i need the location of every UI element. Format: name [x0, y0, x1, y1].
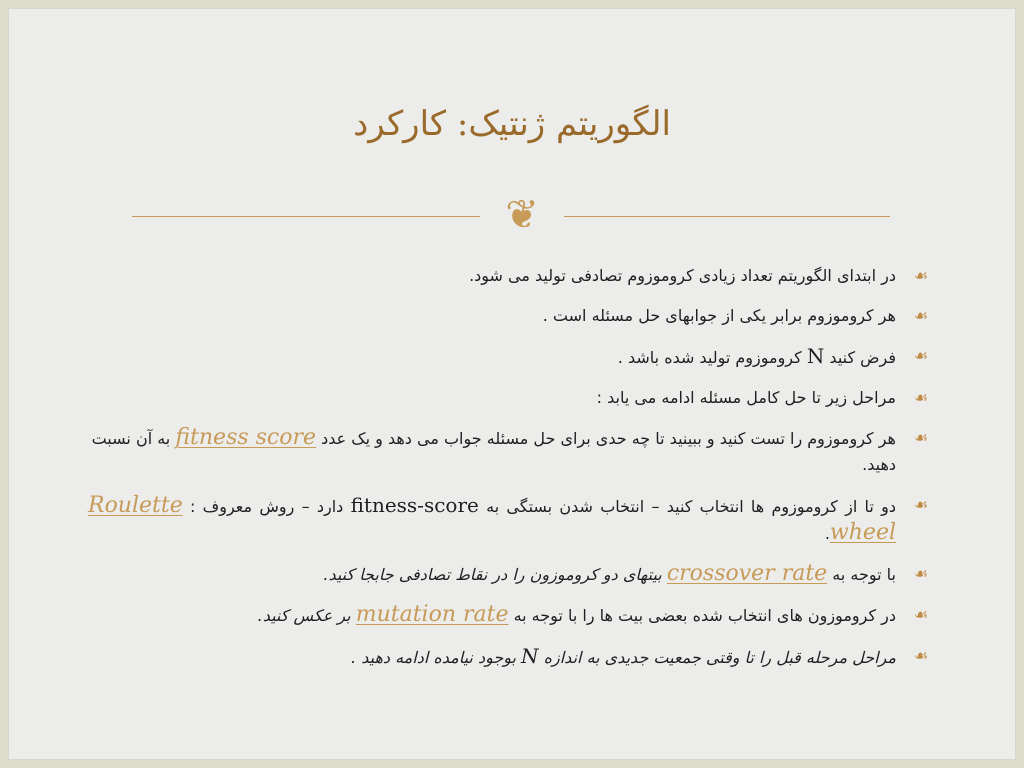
bullet-icon: ☙ — [913, 306, 929, 325]
bullet-text: کروموزوم تولید شده باشد . — [617, 348, 802, 367]
bullet-text: دارد – روش معروف : — [190, 497, 344, 516]
bullet-text: مراحل مرحله قبل را تا وقتی جمعیت جدیدی به اندازه — [543, 648, 896, 667]
list-item — [88, 561, 934, 588]
slide — [8, 8, 1016, 760]
bullet-text: هر کروموزوم را تست کنید و ببینید تا چه حدی برای حل مسئله جواب می دهد و یک عدد — [321, 429, 896, 448]
bullet-text: مراحل زیر تا حل کامل مسئله ادامه می یابد : — [596, 388, 896, 407]
title-divider-right — [564, 216, 890, 217]
list-item — [88, 303, 934, 329]
bullet-icon: ☙ — [913, 646, 929, 665]
term-crossover-rate[interactable]: crossover rate — [666, 561, 828, 586]
term-mutation-rate[interactable]: mutation rate — [355, 602, 509, 627]
list-item — [88, 263, 934, 289]
bullet-text: فرض کنید — [829, 348, 896, 367]
bullet-icon: ☙ — [913, 346, 929, 365]
bullet-icon: ☙ — [913, 266, 929, 285]
bullet-text: با توجه به — [832, 565, 896, 584]
title-divider-left — [132, 216, 480, 217]
bullet-text: به آن نسبت دهید. — [91, 429, 896, 474]
term-fitness-score[interactable]: fitness score — [175, 425, 317, 450]
list-item — [88, 602, 934, 629]
ornament-icon: ❦ — [505, 192, 539, 238]
fitness-score-term: fitness-score — [350, 493, 479, 517]
bullet-icon: ☙ — [913, 605, 929, 624]
bullet-list — [88, 263, 934, 685]
bullet-text: هر کروموزوم برابر یکی از جوابهای حل مسئله است . — [542, 306, 896, 325]
bullet-text: . — [824, 524, 830, 543]
slide-title: الگوریتم ژنتیک: کارکرد — [353, 104, 671, 144]
bullet-text: در ابتدای الگوریتم تعداد زیادی کروموزوم تصادفی تولید می شود. — [469, 266, 896, 285]
bullet-text: بیتهای دو کروموزون را در نقاط تصادفی جابجا کنید. — [323, 565, 662, 584]
bullet-icon: ☙ — [913, 564, 929, 583]
list-item — [88, 343, 934, 371]
list-item — [88, 425, 934, 478]
bullet-icon: ☙ — [913, 495, 929, 514]
list-item — [88, 385, 934, 411]
bullet-icon: ☙ — [913, 388, 929, 407]
n-symbol: N — [806, 344, 825, 368]
term-roulette-wheel[interactable]: Roulette wheel — [88, 493, 896, 545]
bullet-icon: ☙ — [913, 428, 929, 447]
bullet-text: بر عکس کنید. — [257, 606, 351, 625]
list-item — [88, 643, 934, 671]
bullet-text: در کروموزون های انتخاب شده بعضی بیت ها را با توجه به — [513, 606, 896, 625]
bullet-text: دو تا از کروموزوم ها انتخاب کنید – انتخاب شدن بستگی به — [486, 497, 896, 516]
n-symbol: N — [521, 644, 539, 668]
bullet-text: بوجود نیامده ادامه دهید . — [351, 648, 516, 667]
list-item — [88, 492, 934, 547]
